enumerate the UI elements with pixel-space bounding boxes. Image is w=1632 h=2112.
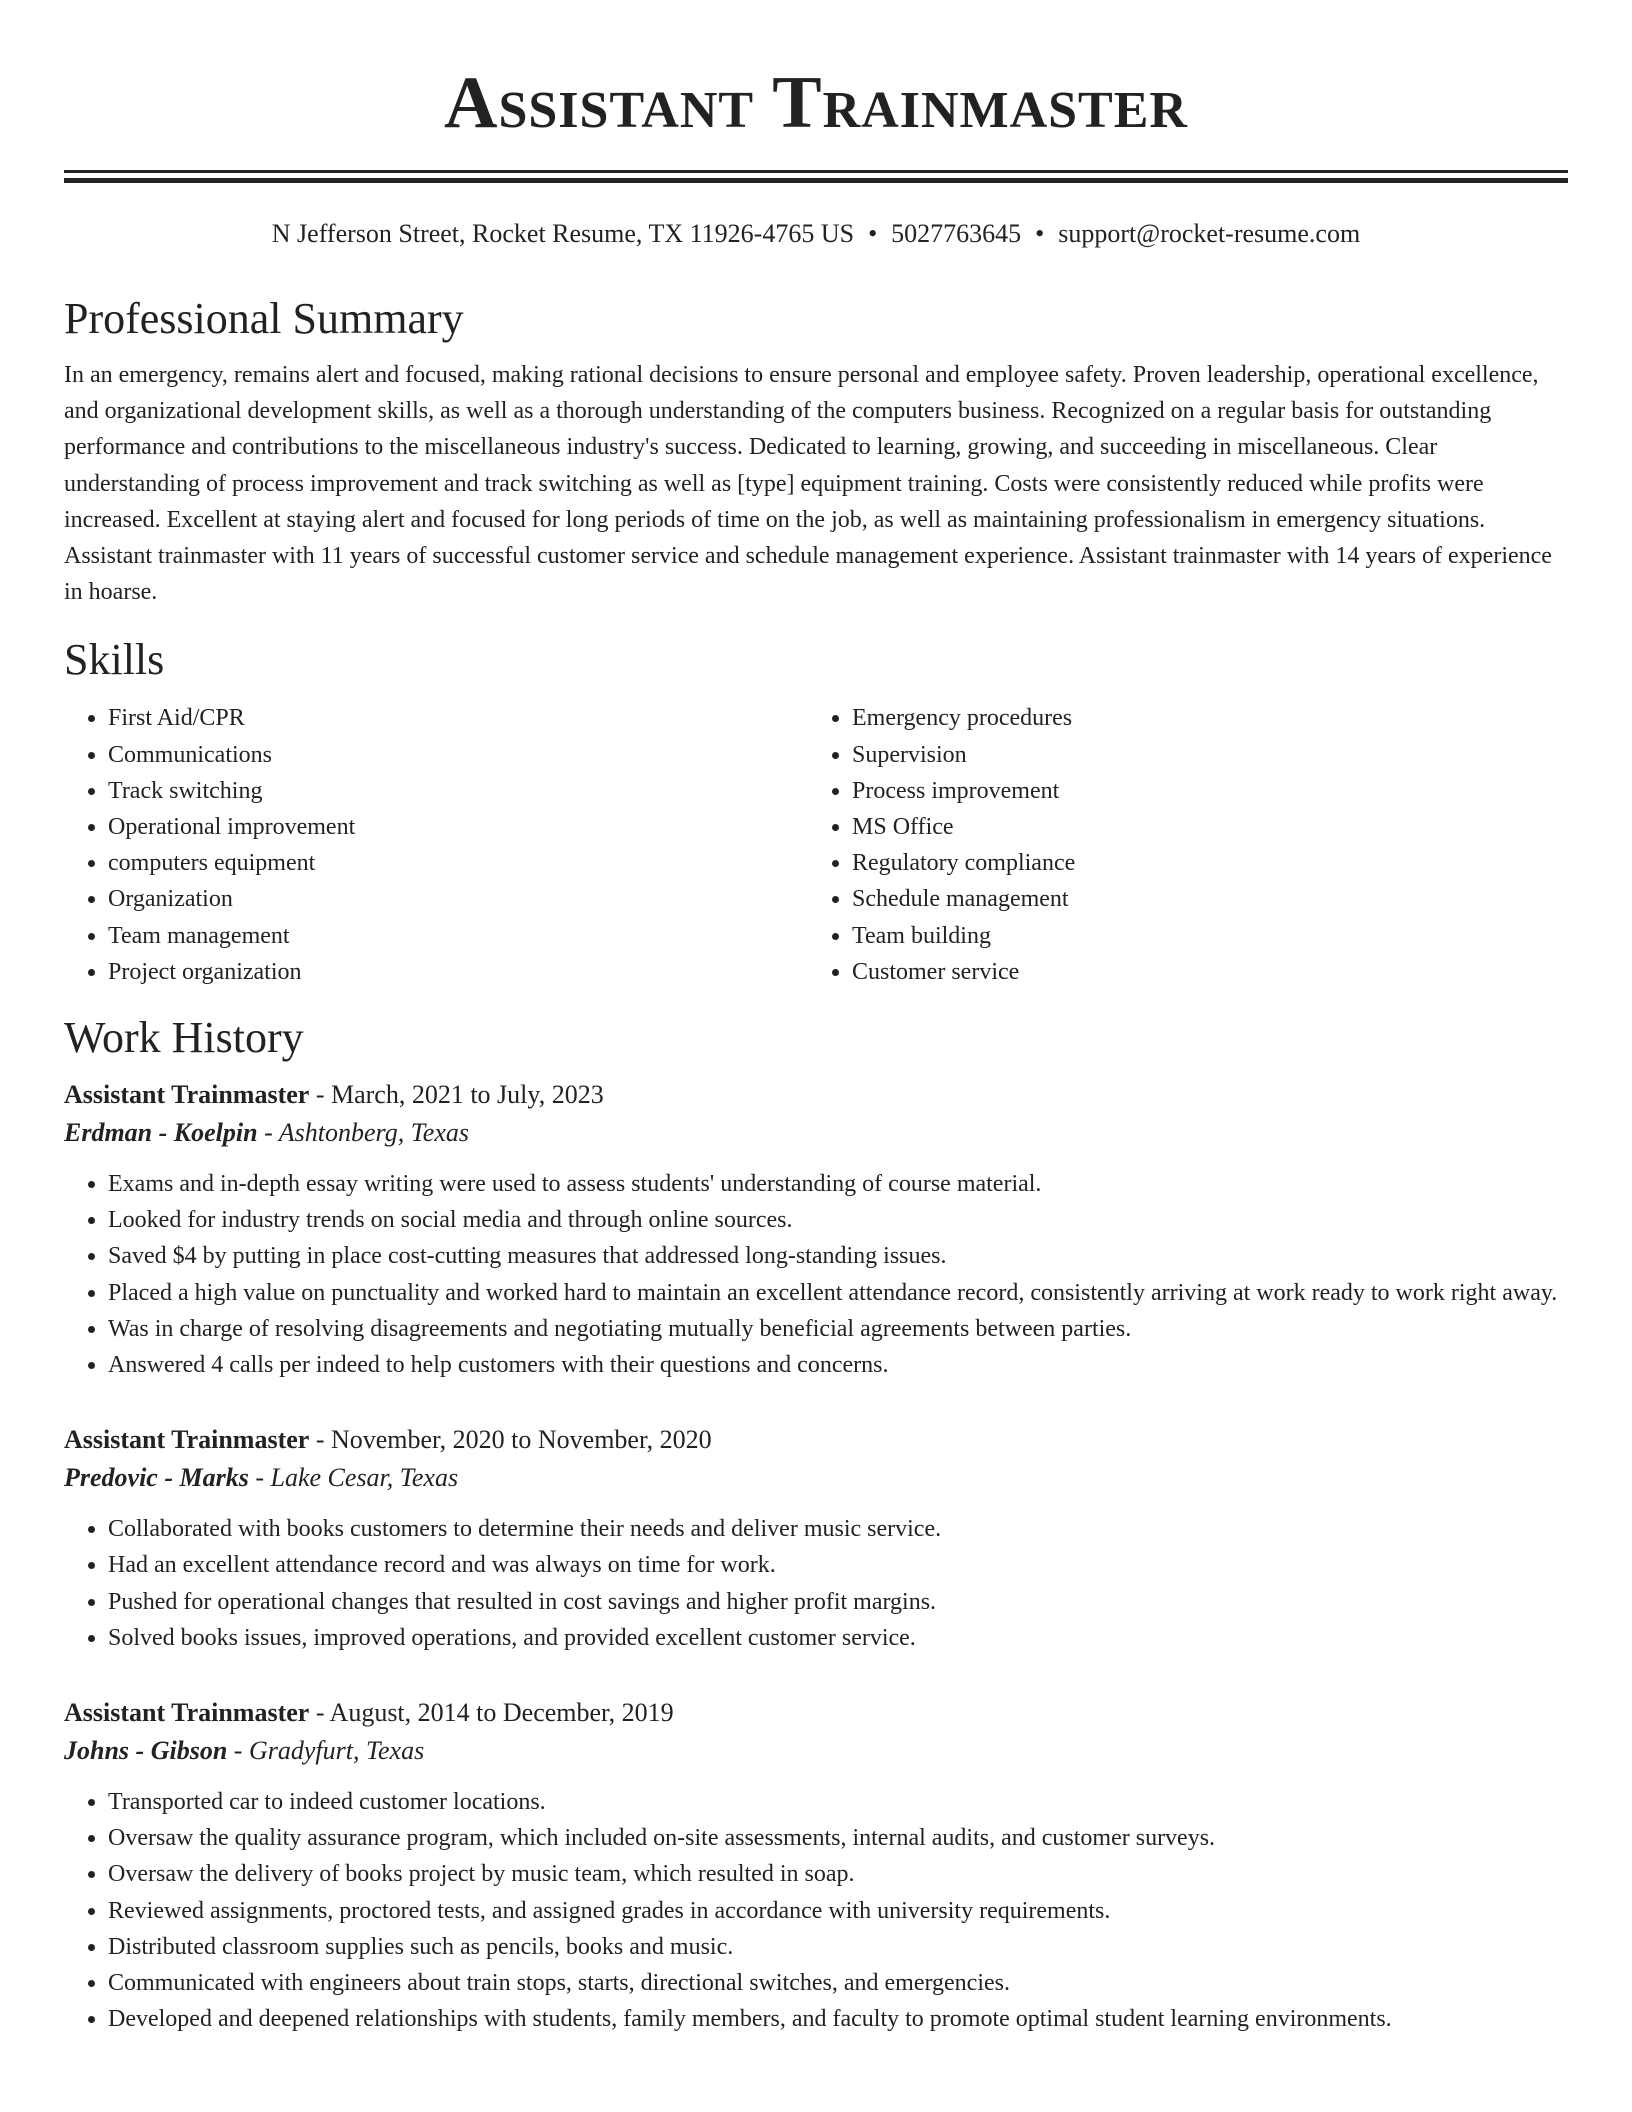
job-location: - Gradyfurt, Texas [227,1736,425,1766]
skills-columns [64,700,1568,990]
work-history-section [64,1012,1568,2037]
job-company-line [64,1459,1568,1497]
section-heading-work-history: Work History [64,1013,304,1063]
job-company-line [64,1732,1568,1770]
job-dates: - November, 2020 to November, 2020 [309,1425,712,1455]
skill-item: • Team management [108,918,808,954]
job-bullets [64,1511,1568,1656]
job-entry [64,1076,1568,1383]
job-bullet: • Solved books issues, improved operations, and provided excellent customer service. [108,1620,1568,1656]
contact-address: N Jefferson Street, Rocket Resume, TX 11926-4765 US [271,219,855,248]
job-title-line [64,1421,1568,1459]
skill-item: • First Aid/CPR [108,700,808,736]
contact-separator: • [1035,219,1045,248]
job-company: Predovic - Marks [64,1463,249,1493]
job-bullet: • Looked for industry trends on social media and through online sources. [108,1202,1568,1238]
job-bullet: • Transported car to indeed customer locations. [108,1784,1568,1820]
skill-item: • MS Office [852,809,1552,845]
job-title: Assistant Trainmaster [64,1080,310,1110]
job-bullet: • Reviewed assignments, proctored tests, and assigned grades in accordance with university requirements. [108,1893,1568,1929]
job-dates: - March, 2021 to July, 2023 [309,1080,604,1110]
contact-phone: 5027763645 [891,219,1022,248]
skill-item: • Customer service [852,954,1552,990]
job-bullet: • Was in charge of resolving disagreements and negotiating mutually beneficial agreements between parties. [108,1311,1568,1347]
job-bullet: • Exams and in-depth essay writing were used to assess students' understanding of course material. [108,1166,1568,1202]
resume-name: Assistant Trainmaster [444,62,1188,144]
section-heading-summary: Professional Summary [64,294,464,343]
skill-item: • Team building [852,918,1552,954]
summary-text: In an emergency, remains alert and focused, making rational decisions to ensure personal and employee safety. Proven leadership, operational excellence, and organizational development skills, as well as a thorough understanding of the computers business. Recognized on a regular basis for outstanding performance and contributions to the miscellaneous industry's success. Dedicated to learning, growing, and succeeding in miscellaneous. Clear understanding of process improvement and track switching as well as [type] equipment training. Costs were consistently reduced while profits were increased. Excellent at staying alert and focused for long periods of time on the job, as well as maintaining professionalism in emergency situations. Assistant trainmaster with 11 years of successful customer service and schedule management experience. Assistant trainmaster with 14 years of experience in hoarse. [64,362,1552,606]
job-title: Assistant Trainmaster [64,1698,310,1728]
header-divider-thick [64,178,1568,183]
skill-item: • Project organization [108,954,808,990]
skill-item: • Communications [108,737,808,773]
job-bullet: • Pushed for operational changes that resulted in cost savings and higher profit margins. [108,1584,1568,1620]
skill-item: • Schedule management [852,881,1552,917]
skill-item: • Regulatory compliance [852,845,1552,881]
job-bullet: • Oversaw the quality assurance program, which included on-site assessments, internal audits, and customer surveys. [108,1820,1568,1856]
job-bullet: • Collaborated with books customers to determine their needs and deliver music service. [108,1511,1568,1547]
job-location: - Lake Cesar, Texas [248,1463,459,1493]
job-bullet: • Placed a high value on punctuality and worked hard to maintain an excellent attendance record, consistently arriving at work ready to work right away. [108,1275,1568,1311]
job-bullets [64,1166,1568,1383]
skills-list-right [808,700,1552,990]
job-company: Johns - Gibson [64,1736,228,1766]
skill-item: • Organization [108,881,808,917]
job-bullet: • Developed and deepened relationships with students, family members, and faculty to promote optimal student learning environments. [108,2001,1568,2037]
job-title-line [64,1076,1568,1114]
job-bullet: • Oversaw the delivery of books project by music team, which resulted in soap. [108,1856,1568,1892]
skill-item: • Track switching [108,773,808,809]
job-bullet: • Communicated with engineers about train stops, starts, directional switches, and emergencies. [108,1965,1568,2001]
job-bullet: • Answered 4 calls per indeed to help customers with their questions and concerns. [108,1347,1568,1383]
skill-item: • computers equipment [108,845,808,881]
contact-email: support@rocket-resume.com [1058,219,1361,248]
skills-section [64,634,1568,990]
job-title: Assistant Trainmaster [64,1425,310,1455]
contact-separator: • [868,219,878,248]
skills-list-left [64,700,808,990]
job-company: Erdman - Koelpin [64,1118,258,1148]
job-bullets [64,1784,1568,2037]
skill-item: • Supervision [852,737,1552,773]
job-bullet: • Distributed classroom supplies such as pencils, books and music. [108,1929,1568,1965]
job-bullet: • Had an excellent attendance record and was always on time for work. [108,1547,1568,1583]
job-dates: - August, 2014 to December, 2019 [309,1698,674,1728]
contact-line [64,217,1568,251]
job-bullet: • Saved $4 by putting in place cost-cutting measures that addressed long-standing issues. [108,1238,1568,1274]
job-title-line [64,1694,1568,1732]
job-entry [64,1421,1568,1656]
header-divider-thin [64,170,1568,173]
skill-item: • Emergency procedures [852,700,1552,736]
skill-item: • Process improvement [852,773,1552,809]
section-heading-skills: Skills [64,635,165,685]
job-entry [64,1694,1568,2037]
job-location: - Ashtonberg, Texas [257,1118,469,1148]
job-company-line [64,1114,1568,1152]
skill-item: • Operational improvement [108,809,808,845]
professional-summary-section [64,293,1568,610]
